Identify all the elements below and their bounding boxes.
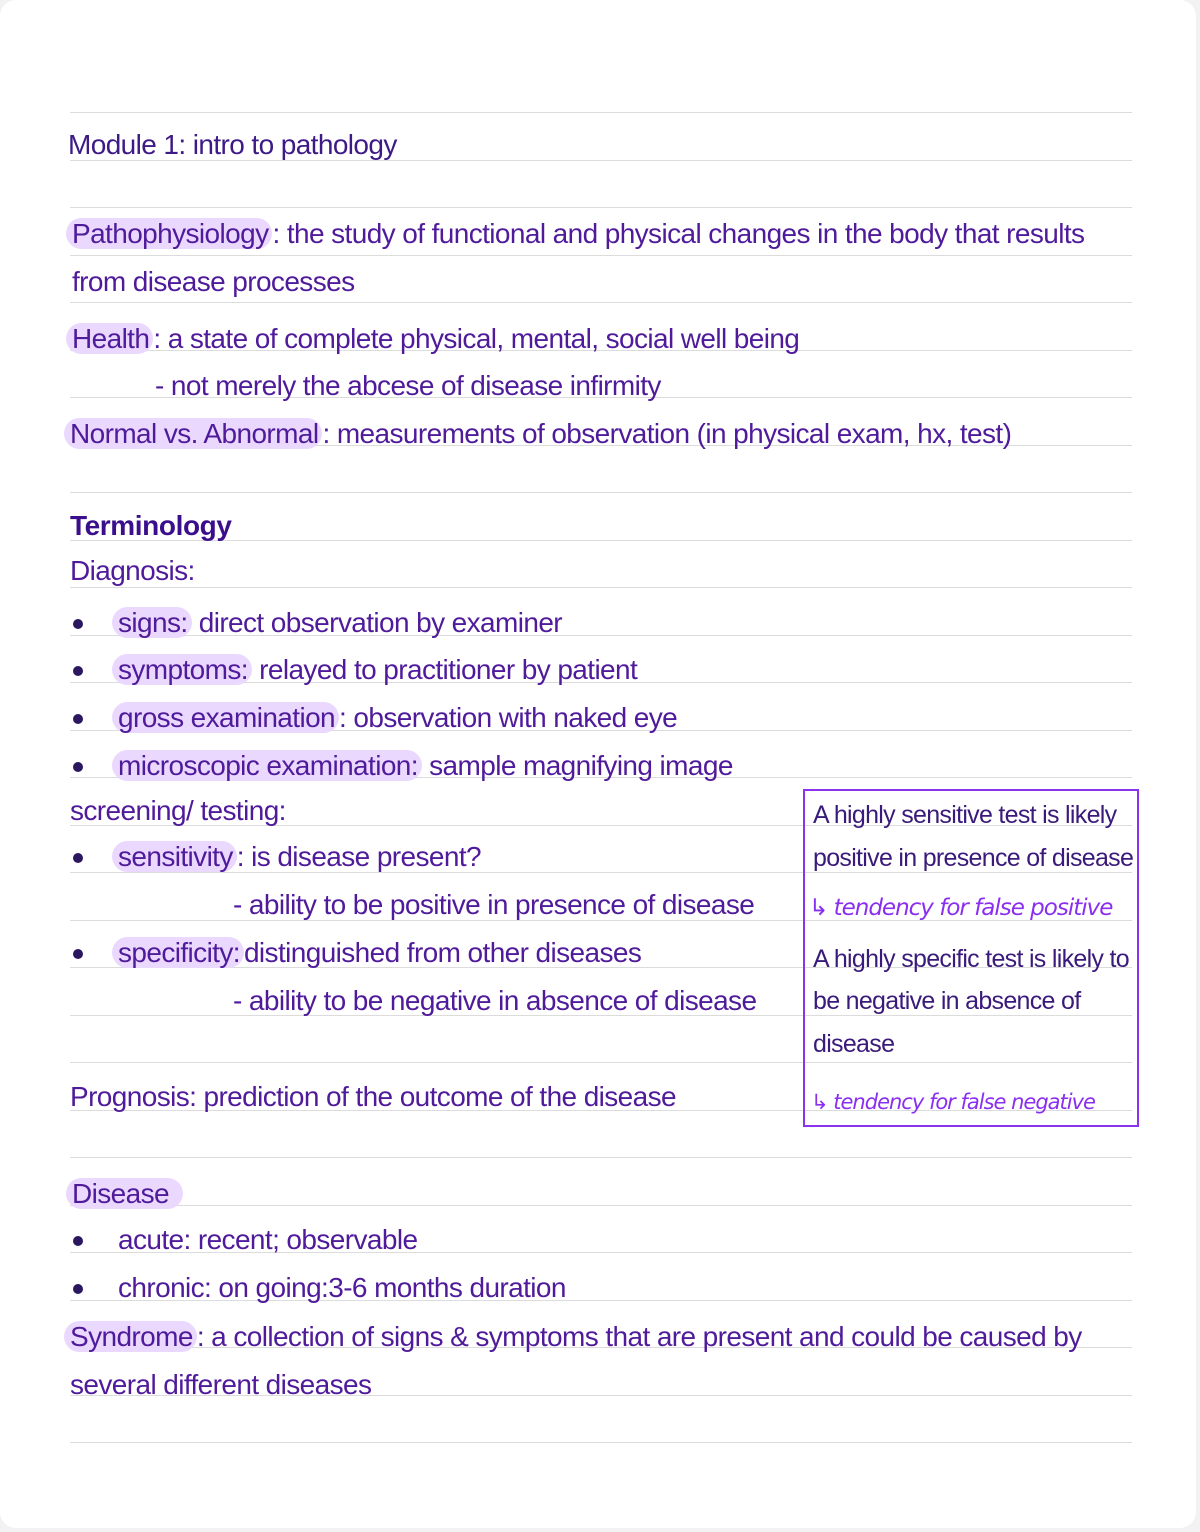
list-item-sensitivity [118,839,481,875]
bullet-icon [73,853,83,863]
term-signs: signs: [112,607,192,638]
definition-continuation: several different diseases [70,1369,372,1400]
note-sensitive-line: positive in presence of disease [813,844,1134,872]
note-specific-line: be negative in absence of [813,987,1081,1015]
definition-text: : a state of complete physical, mental, social well being [153,323,800,354]
term-gross-examination: gross examination [112,702,339,733]
list-item-gross-examination [118,700,677,736]
definition-normal-abnormal [70,416,1011,452]
item-text: distinguished from other diseases [243,937,642,968]
prognosis-definition: Prognosis: prediction of the outcome of the disease [70,1081,677,1112]
term-syndrome: Syndrome [64,1321,197,1352]
item-text: direct observation by examiner [191,607,563,638]
term-health: Health [66,323,153,354]
diagnosis-label: Diagnosis: [70,555,195,586]
definition-syndrome [70,1319,1082,1355]
note-sensitive-line: A highly sensitive test is likely [813,801,1117,829]
term-pathophysiology: Pathophysiology [66,218,272,249]
bullet-icon [73,714,83,724]
definition-text: : the study of functional and physical changes in the body that results [272,218,1085,249]
list-item-symptoms [118,652,637,688]
bullet-icon [73,949,83,959]
specificity-subpoint: - ability to be negative in absence of disease [233,985,757,1016]
term-normal-abnormal: Normal vs. Abnormal [64,418,322,449]
list-item-specificity [118,935,641,971]
sensitivity-subpoint: - ability to be positive in presence of disease [233,889,755,920]
screening-label: screening/ testing: [70,795,286,826]
item-text: sample magnifying image [421,750,733,781]
term-disease: Disease [66,1178,183,1209]
definition-continuation: from disease processes [72,266,355,297]
ruled-line [70,1205,1132,1206]
definition-text: : a collection of signs & symptoms that are present and could be caused by [196,1321,1082,1352]
list-item-signs [118,605,562,641]
list-item-chronic: chronic: on going:3-6 months duration [118,1272,566,1303]
ruled-line [70,1442,1132,1443]
section-heading-terminology: Terminology [70,510,232,541]
ruled-line [70,302,1132,303]
health-subpoint: - not merely the abcese of disease infirmity [155,370,661,401]
term-symptoms: symptoms: [112,654,252,685]
definition-health [72,321,799,357]
bullet-icon [73,1236,83,1246]
handwritten-note-false-negative: ↳ tendency for false negative [811,1090,1095,1114]
term-microscopic-examination: microscopic examination: [112,750,422,781]
section-heading-disease [72,1176,183,1212]
bullet-icon [73,1284,83,1294]
page-title: Module 1: intro to pathology [68,129,397,160]
ruled-line [70,492,1132,493]
note-specific-line: disease [813,1030,895,1058]
note-specific-line: A highly specific test is likely to [813,945,1129,973]
side-note-box [803,789,1139,1127]
ruled-line [70,207,1132,208]
definition-text: : measurements of observation (in physical exam, hx, test) [322,418,1012,449]
term-specificity: specificity: [112,937,244,968]
definition-pathophysiology [72,216,1084,252]
handwritten-note-false-positive: ↳ tendency for false positive [809,895,1113,921]
list-item-acute: acute: recent; observable [118,1224,418,1255]
ruled-line [70,255,1132,256]
item-text: relayed to practitioner by patient [251,654,638,685]
bullet-icon [73,762,83,772]
item-text: : is disease present? [236,841,481,872]
term-sensitivity: sensitivity [112,841,237,872]
ruled-line [70,1157,1132,1158]
bullet-icon [73,666,83,676]
list-item-microscopic-examination [118,748,733,784]
bullet-icon [73,619,83,629]
item-text: : observation with naked eye [339,702,678,733]
ruled-line [70,587,1132,588]
ruled-line [70,112,1132,113]
